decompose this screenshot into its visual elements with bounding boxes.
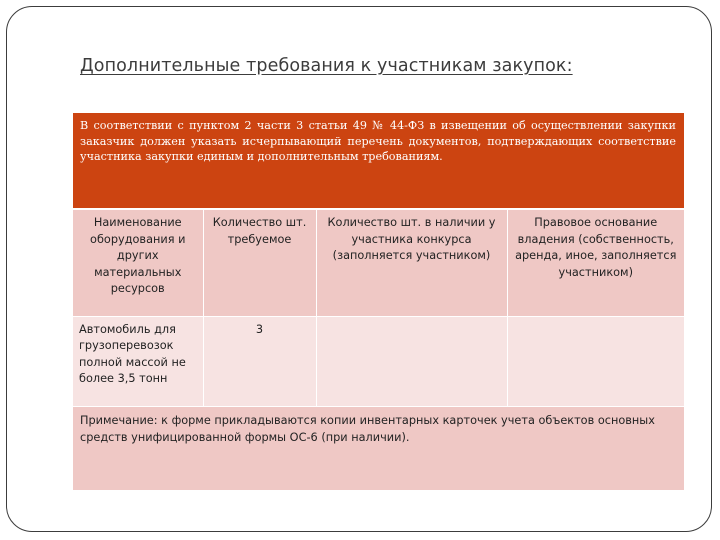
cell-equipment-name: Автомобиль для грузоперевозок полной массой не более 3,5 тонн (73, 316, 203, 406)
header-available-quantity: Количество шт. в наличии у участника конкурса (заполняется участником) (316, 209, 507, 316)
table-header-row (73, 209, 684, 316)
intro-text: В соответствии с пунктом 2 части 3 статьи 49 № 44-ФЗ в извещении об осуществлении закупки заказчик должен указать исчерпывающий перечень документов, подтверждающих соответствие участника закупки единым и дополнительным требованиям. (73, 113, 684, 209)
header-legal-basis: Правовое основание владения (собственность, аренда, иное, заполняется участником) (507, 209, 684, 316)
note-row (73, 406, 684, 490)
slide-title: Дополнительные требования к участникам закупок: (80, 56, 573, 76)
cell-required-quantity: 3 (203, 316, 316, 406)
intro-row (73, 113, 684, 209)
requirements-table (73, 113, 684, 490)
table-row (73, 316, 684, 406)
header-equipment-name: Наименование оборудования и других материальных ресурсов (73, 209, 203, 316)
cell-legal-basis (507, 316, 684, 406)
note-text: Примечание: к форме прикладываются копии инвентарных карточек учета объектов основных средств унифицированной формы ОС-6 (при наличии). (73, 406, 684, 490)
header-required-quantity: Количество шт. требуемое (203, 209, 316, 316)
cell-available-quantity (316, 316, 507, 406)
